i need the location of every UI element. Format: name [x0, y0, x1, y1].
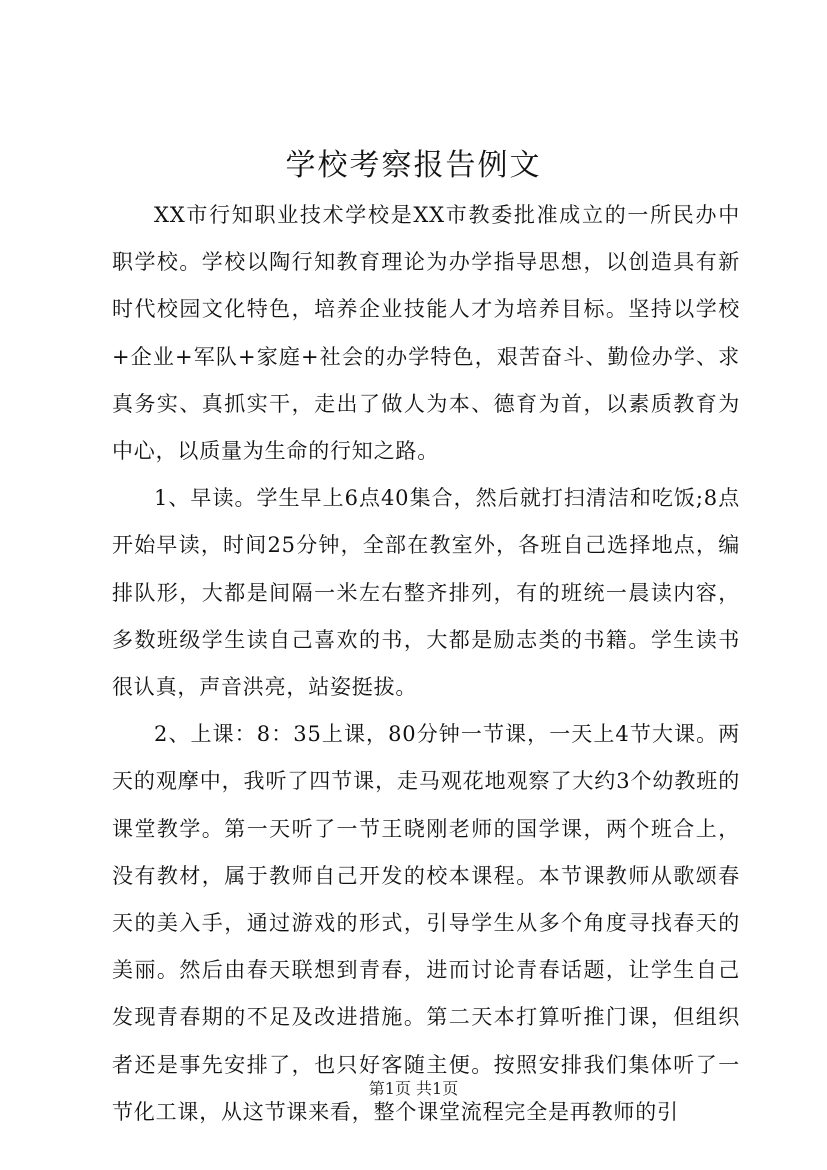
document-title: 学校考察报告例文: [285, 148, 542, 183]
page-footer: 第1页 共1页: [368, 1079, 459, 1098]
paragraph-morning-reading: 1、早读。学生早上6点40集合，然后就打扫清洁和吃饭;8点开始早读，时间25分钟，全部在教室外，各班自己选择地点，编排队形，大都是间隔一米左右整齐排列，有的班统一晨读内容，多数班级学生读自己喜欢的书，大都是励志类的书籍。学生读书很认真，声音洪亮，站姿挺拔。: [112, 486, 740, 700]
paragraph-intro: XX市行知职业技术学校是XX市教委批准成立的一所民办中职学校。学校以陶行知教育理论为办学指导思想，以创造具有新时代校园文化特色，培养企业技能人才为培养目标。坚持以学校+企业+军队+家庭+社会的办学特色，艰苦奋斗、勤俭办学、求真务实、真抓实干，走出了做人为本、德育为首，以素质教育为中心，以质量为生命的行知之路。: [112, 203, 740, 464]
document-body: [112, 192, 740, 1136]
paragraph-classes: 2、上课：8：35上课，80分钟一节课，一天上4节大课。两天的观摩中，我听了四节课，走马观花地观察了大约3个幼教班的课堂教学。第一天听了一节王晓刚老师的国学课，两个班合上，没有教材，属于教师自己开发的校本课程。本节课教师从歌颂春天的美入手，通过游戏的形式，引导学生从多个角度寻找春天的美丽。然后由春天联想到青春，进而讨论青春话题，让学生自己发现青春期的不足及改进措施。第二天本打算听推门课，但组织者还是事先安排了，也只好客随主便。按照安排我们集体听了一节化工课，从这节课来看，整个课堂流程完全是再教师的引: [112, 722, 740, 1124]
